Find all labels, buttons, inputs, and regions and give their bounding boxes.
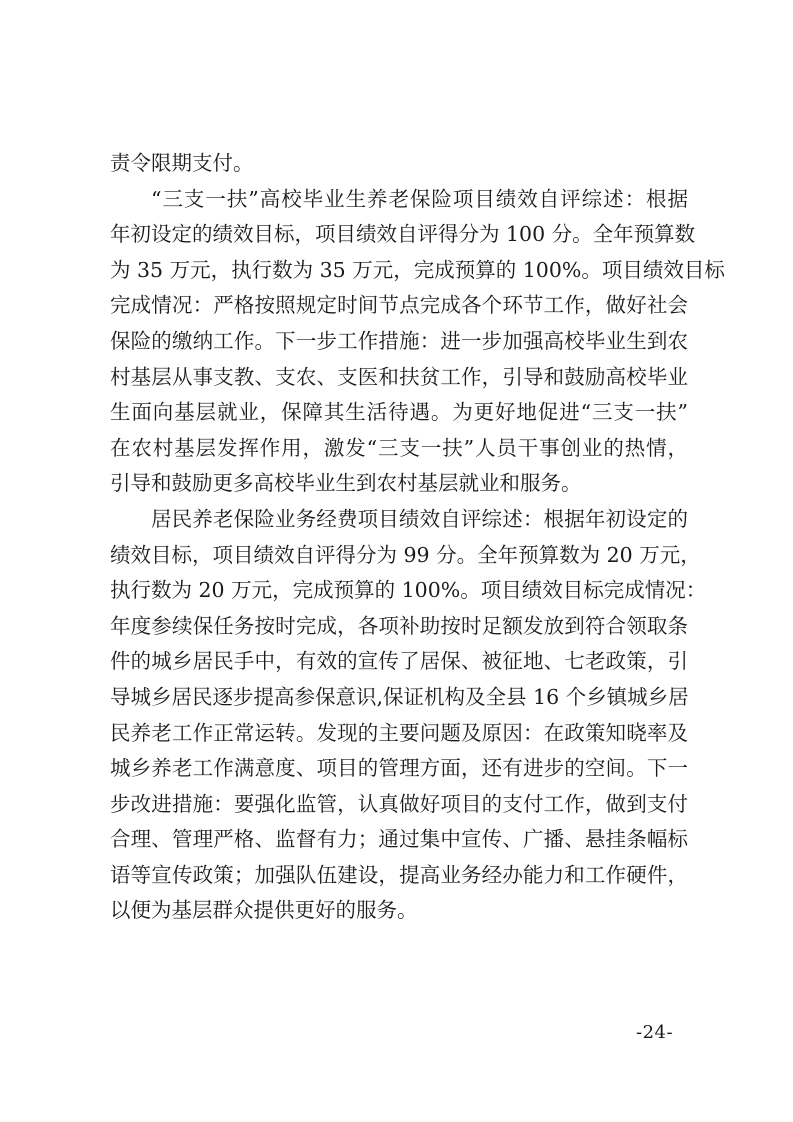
- paragraph-resident-pension: [110, 502, 707, 929]
- text-line: 件的城乡居民手中，有效的宣传了居保、被征地、七老政策，引: [110, 649, 688, 674]
- text-line: 导城乡居民逐步提高参保意识,保证机构及全县 16 个乡镇城乡居: [110, 684, 689, 709]
- text-line: 在农村基层发挥作用，激发“三支一扶”人员干事创业的热情，: [110, 435, 688, 460]
- text-line: 城乡养老工作满意度、项目的管理方面，还有进步的空间。下一: [110, 756, 688, 781]
- text-line: 完成情况：严格按照规定时间节点完成各个环节工作，做好社会: [110, 293, 688, 318]
- body-text: [110, 146, 725, 929]
- text-line: 责令限期支付。: [110, 151, 254, 175]
- text-line: “三支一扶”高校毕业生养老保险项目绩效自评综述：根据: [151, 186, 688, 211]
- text-line: 村基层从事支教、支农、支医和扶贫工作，引导和鼓励高校毕业: [110, 364, 688, 389]
- text-line: 居民养老保险业务经费项目绩效自评综述：根据年初设定的: [151, 506, 688, 531]
- text-line: 以便为基层群众提供更好的服务。: [110, 898, 418, 923]
- text-line: 年度参续保任务按时完成，各项补助按时足额发放到符合领取条: [110, 613, 688, 638]
- text-line: 合理、管理严格、监督有力；通过集中宣传、广播、悬挂条幅标: [110, 827, 688, 852]
- text-line: 民养老工作正常运转。发现的主要问题及原因：在政策知晓率及: [110, 720, 688, 745]
- text-line: 引导和鼓励更多高校毕业生到农村基层就业和服务。: [110, 471, 582, 496]
- page-number: -24-: [636, 1022, 674, 1043]
- text-line: 绩效目标，项目绩效自评得分为 99 分。全年预算数为 20 万元，: [110, 542, 701, 567]
- text-line: 执行数为 20 万元，完成预算的 100%。项目绩效目标完成情况：: [110, 578, 707, 603]
- text-line: 保险的缴纳工作。下一步工作措施：进一步加强高校毕业生到农: [110, 328, 688, 353]
- paragraph-sanzhiyifu: [110, 182, 725, 502]
- text-line: 为 35 万元，执行数为 35 万元，完成预算的 100%。项目绩效目标: [110, 257, 725, 282]
- text-line: 步改进措施：要强化监管，认真做好项目的支付工作，做到支付: [110, 791, 688, 816]
- text-line: 语等宣传政策；加强队伍建设，提高业务经办能力和工作硬件，: [110, 862, 688, 887]
- text-line: 年初设定的绩效目标，项目绩效自评得分为 100 分。全年预算数: [110, 222, 696, 247]
- paragraph-continuation: [110, 146, 688, 182]
- text-line: 生面向基层就业，保障其生活待遇。为更好地促进“三支一扶”: [110, 400, 688, 425]
